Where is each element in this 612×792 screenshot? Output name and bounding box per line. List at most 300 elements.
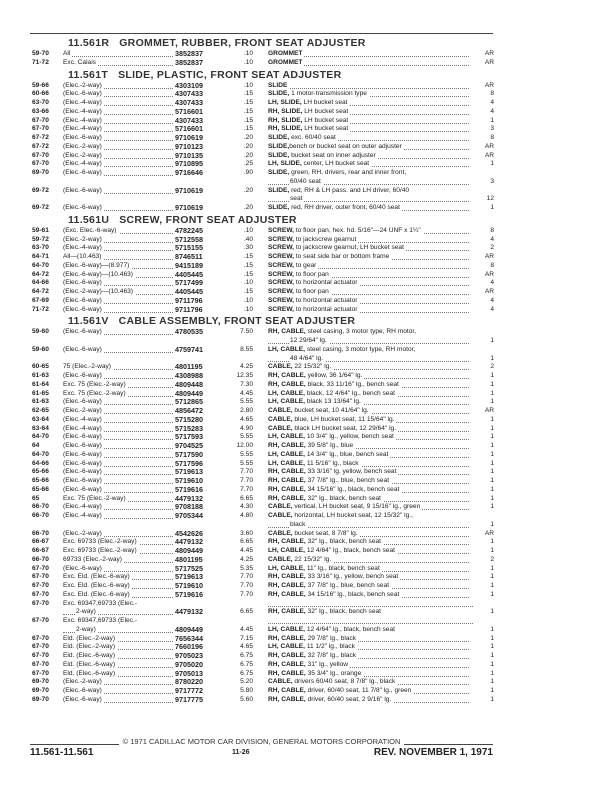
description-keyword: CABLE, — [268, 512, 293, 519]
model-years: 66-70 — [32, 512, 49, 519]
table-row — [0, 661, 612, 670]
quantity: 1 — [470, 547, 494, 556]
model-years: 59-60 — [32, 345, 49, 353]
model-applicability: (Elec.-6-way) — [63, 687, 102, 694]
description-text: 11" lg., black, bench seat — [305, 564, 380, 572]
description-text: drivers 60/40 seat, 8 7/8" lg., black — [292, 678, 396, 686]
description-keyword: LH, SLIDE, — [268, 160, 302, 168]
description-keyword: CABLE, — [268, 529, 293, 537]
description-keyword: SCREW, — [268, 244, 295, 252]
part-description — [268, 670, 363, 679]
quantity: 1 — [470, 416, 494, 425]
list-price: 7.70 — [240, 485, 253, 493]
table-row — [0, 99, 612, 108]
description-keyword: RH, CABLE, — [268, 538, 306, 546]
table-row — [0, 460, 612, 469]
description-keyword: RH, CABLE, — [268, 582, 306, 589]
part-number: 4303109 — [175, 80, 203, 90]
description-keyword: SLIDE — [268, 81, 288, 89]
part-number: 4479132 — [175, 493, 203, 503]
quantity: 1 — [470, 486, 494, 495]
part-number: 4809449 — [175, 546, 203, 555]
description-keyword: RH, CABLE, — [268, 494, 306, 502]
part-number: 4308988 — [175, 371, 203, 380]
footer-rule-left — [30, 744, 119, 745]
description-text: to floor pan — [294, 288, 329, 295]
quantity: 1 — [470, 390, 494, 399]
description-keyword: RH, CABLE, — [268, 573, 306, 581]
list-price: 6.65 — [240, 494, 253, 502]
list-price: .10 — [243, 50, 253, 57]
section-title: CABLE ASSEMBLY, FRONT SEAT ADJUSTER — [118, 315, 356, 328]
description-text: black, 33 11/16" lg., bench seat — [305, 380, 399, 388]
table-row — [0, 279, 612, 288]
description-text: to jackscrew gearnut — [294, 235, 357, 243]
description-text: blue, LH bucket seat, 11 15/64" lg. — [292, 415, 395, 423]
table-row — [0, 381, 612, 390]
part-number: 4405445 — [175, 287, 203, 296]
model-applicability: (Elec.-6-way) — [63, 398, 102, 406]
part-description — [268, 661, 350, 670]
quantity: 2 — [470, 363, 494, 372]
list-price: 2.80 — [240, 407, 253, 414]
model-applicability: (Elec.-6-way) — [63, 433, 102, 441]
quantity: 1 — [470, 687, 494, 696]
part-number: 3852837 — [175, 49, 203, 58]
quantity: 1 — [470, 355, 494, 364]
list-price: 5.35 — [240, 564, 253, 572]
model-applicability: Eld. (Elec.-6-way) — [63, 669, 116, 677]
quantity: 1 — [470, 643, 494, 652]
model-years: 64-70 — [32, 433, 49, 441]
quantity: AR — [470, 288, 494, 297]
quantity: 1 — [470, 433, 494, 442]
part-description — [268, 530, 360, 539]
part-description — [268, 346, 417, 355]
part-description — [268, 433, 396, 442]
list-price: 5.55 — [240, 459, 253, 467]
list-price: .10 — [243, 296, 253, 304]
description-text: 32 7/8" lg., black — [305, 652, 357, 659]
section-title: GROMMET, RUBBER, FRONT SEAT ADJUSTER — [119, 37, 366, 49]
description-keyword: SCREW, — [268, 253, 295, 260]
description-text: steel casing, 3 motor type, RH motor, — [305, 345, 416, 353]
section-heading — [0, 68, 612, 82]
description-cont: seat — [290, 195, 303, 203]
list-price: .15 — [243, 270, 253, 278]
description-text: red, RH driver, outer front, 60/40 seat — [289, 204, 400, 211]
description-text: black LH bucket seat, 12 29/64" lg. — [292, 424, 397, 432]
copyright-text: © 1971 CADILLAC MOTOR CAR DIVISION, GENERAL MOTORS CORPORATION — [122, 737, 401, 746]
quantity: 1 — [470, 521, 494, 530]
table-row — [0, 486, 612, 495]
description-text: to jackscrew gearnut, LH bucket seat — [294, 244, 404, 252]
table-row — [0, 204, 612, 213]
list-price: 5.55 — [240, 433, 253, 441]
model-applicability: (Elec.-6-way) — [63, 328, 102, 336]
section-code: 11.561R — [68, 37, 110, 49]
table-row — [0, 687, 612, 696]
model-applicability: Exc. 69733 (Elec.-2-way) — [63, 547, 137, 554]
table-row — [0, 244, 612, 253]
description-keyword: SCREW, — [268, 296, 295, 304]
list-price: 4.65 — [240, 415, 253, 423]
model-applicability: (Elec.-2-way) — [63, 81, 102, 89]
part-number: 8746511 — [175, 252, 203, 261]
quantity: 2 — [470, 556, 494, 565]
part-description — [268, 486, 401, 495]
description-text: 12 4/64" lg., black, bench seat — [305, 625, 395, 633]
dot-leader — [63, 56, 173, 57]
model-applicability: (Elec.-2-way) — [63, 407, 102, 414]
table-row — [0, 262, 612, 271]
table-row — [0, 468, 612, 477]
description-text: bench or bucket seat on outer adjuster — [289, 142, 402, 150]
model-applicability: Exc. 75 (Elec.-2-way) — [63, 494, 126, 502]
model-applicability: (Elec.-6-way) — [63, 345, 102, 353]
quantity: AR — [470, 407, 494, 416]
description-text: to floor pan, hex. hd. 5/16"—24 UNF x 1¼" — [294, 226, 421, 234]
part-description — [268, 696, 393, 705]
quantity: 1 — [470, 468, 494, 477]
part-number: 5716601 — [175, 124, 203, 134]
description-keyword: RH, CABLE, — [268, 695, 306, 703]
description-text: 29 7/8" lg., black — [305, 634, 357, 642]
description-keyword: LH, CABLE, — [268, 450, 305, 458]
page-number: 11-26 — [232, 749, 250, 756]
list-price: 12.00 — [236, 442, 253, 449]
part-description — [268, 390, 397, 399]
model-applicability: (Elec.-6-way) — [63, 459, 102, 467]
description-keyword: CABLE, — [268, 424, 293, 432]
part-description — [268, 643, 357, 652]
part-number: 5719616 — [175, 484, 203, 494]
description-text: 22 15/32" lg. — [292, 555, 332, 563]
model-years: 67-70 — [32, 160, 49, 168]
model-applicability: (Elec.-4-way) — [63, 125, 102, 133]
revision-date: REV. NOVEMBER 1, 1971 — [373, 747, 493, 758]
table-row — [0, 530, 612, 539]
model-years: 67-72 — [32, 134, 49, 141]
table-row — [0, 90, 612, 99]
model-applicability: (Elec.-6-way) — [63, 305, 102, 313]
part-number: 9716646 — [175, 168, 203, 177]
description-keyword: RH, CABLE, — [268, 477, 306, 484]
footer-rule-right — [404, 744, 493, 745]
model-years: 69-70 — [32, 695, 49, 703]
list-price: 5.55 — [240, 398, 253, 406]
part-description — [268, 678, 397, 687]
model-years: 59-66 — [32, 81, 49, 89]
model-applicability: Exc. 75 (Elec.-2-way) — [63, 389, 126, 397]
model-years: 66-70 — [32, 555, 49, 563]
list-price: 7.70 — [240, 477, 253, 484]
model-applicability: (Exc. Elec.-6-way) — [63, 226, 117, 234]
part-description — [268, 143, 404, 152]
list-price: .10 — [243, 279, 253, 287]
model-applicability: 75 (Elec.-2-way) — [63, 363, 112, 371]
model-applicability: (Elec.-6-way) — [63, 279, 102, 287]
list-price: 6.75 — [240, 660, 253, 668]
quantity: AR — [470, 59, 494, 68]
quantity: 4 — [470, 99, 494, 108]
description-keyword: RH, CABLE, — [268, 380, 306, 388]
description-text: driver, 60/40 seat, 2 9/16" lg. — [305, 695, 392, 703]
section-title: SCREW, FRONT SEAT ADJUSTER — [119, 213, 297, 226]
table-row — [0, 538, 612, 547]
model-applicability: Exc. 69347,69733 (Elec.- — [63, 599, 138, 607]
description-text: 14 3/4" lg., blue, bench seat — [305, 450, 389, 458]
part-description — [268, 635, 358, 644]
description-text: black, 12 4/64" lg., bench seat — [305, 389, 395, 397]
table-row — [0, 652, 612, 661]
model-applicability: 69733 (Elec.-2-way) — [63, 555, 123, 563]
model-applicability: (Elec.-2-way)—(10.463) — [63, 288, 133, 295]
part-description — [268, 236, 358, 245]
part-number: 4307433 — [175, 98, 203, 107]
description-text: LH bucket seat — [302, 125, 349, 133]
list-price: .20 — [243, 151, 253, 159]
quantity: 1 — [470, 503, 494, 512]
model-years: 64 — [32, 442, 40, 449]
part-number: 4405445 — [175, 269, 203, 279]
part-description — [268, 117, 350, 126]
model-applicability: (Elec.-6-way) — [63, 450, 102, 458]
list-price: 4.30 — [240, 503, 253, 511]
description-text: bucket seat on inner adjuster — [289, 151, 376, 159]
list-price: .30 — [243, 244, 253, 252]
description-text: 37 7/8" lg., blue, bench seat — [305, 477, 390, 484]
quantity: 1 — [470, 372, 494, 381]
description-text: 31" lg., yellow — [305, 660, 349, 668]
part-description — [268, 477, 391, 486]
model-years: 67-70 — [32, 573, 49, 581]
model-applicability: Eld. (Elec.-2-way) — [63, 643, 116, 651]
table-row — [0, 253, 612, 262]
list-price: 4.45 — [240, 625, 253, 633]
table-row — [0, 600, 612, 618]
part-description — [268, 99, 350, 108]
quantity: 1 — [470, 204, 494, 213]
part-number: 7656344 — [175, 633, 203, 643]
description-keyword: LH, CABLE, — [268, 547, 305, 554]
part-number: 9710123 — [175, 141, 203, 151]
part-description — [268, 108, 350, 117]
part-description — [268, 442, 355, 451]
part-description — [268, 187, 411, 196]
table-row — [0, 451, 612, 460]
list-price: .10 — [243, 305, 253, 313]
table-row — [0, 503, 612, 512]
description-keyword: SLIDE, — [268, 204, 290, 211]
quantity: 1 — [470, 591, 494, 600]
model-applicability: (Elec.-6-way) — [63, 695, 102, 703]
part-number: 4479132 — [175, 607, 203, 617]
description-text: steel casing, 3 motor type, RH motor, — [305, 328, 417, 336]
list-price: 12.35 — [236, 372, 253, 379]
model-years: 63-64 — [32, 424, 49, 432]
part-number: 5715155 — [175, 243, 203, 253]
description-keyword: RH, CABLE, — [268, 485, 306, 493]
table-row — [0, 288, 612, 297]
model-applicability: (Elec.-4-way) — [63, 512, 102, 519]
model-applicability: (Elec.-4-way) — [63, 160, 102, 168]
description-text: to floor pan — [294, 270, 329, 278]
description-keyword: CABLE, — [268, 678, 293, 686]
model-years: 64-66 — [32, 459, 49, 467]
part-number: 5715280 — [175, 414, 203, 424]
model-applicability: (Elec.-6-way) — [63, 468, 102, 476]
part-number: 7660196 — [175, 642, 203, 652]
model-applicability: (Elec.-2-way) — [63, 678, 102, 686]
description-keyword: SLIDE, — [268, 186, 290, 194]
list-price: .20 — [243, 134, 253, 141]
quantity: 1 — [470, 398, 494, 407]
model-years: 66-70 — [32, 503, 49, 511]
part-number: 4801195 — [175, 554, 203, 564]
description-keyword: SCREW, — [268, 305, 295, 313]
model-years: 67-70 — [32, 564, 49, 572]
list-price: 7.70 — [240, 573, 253, 581]
part-number: 9710135 — [175, 150, 203, 160]
model-years: 61-63 — [32, 398, 49, 406]
description-keyword: LH, CABLE, — [268, 625, 305, 633]
model-applicability: Exc. Eld. (Elec.-6-way) — [63, 573, 130, 581]
description-keyword: SLIDE, — [268, 90, 290, 98]
section-code: 11.561T — [68, 68, 109, 81]
list-price: .10 — [243, 81, 253, 89]
model-years: 64-70 — [32, 261, 49, 269]
quantity: 4 — [470, 236, 494, 245]
description-text: to gear — [294, 261, 317, 269]
table-row — [0, 696, 612, 705]
model-years: 65-66 — [32, 468, 49, 476]
model-years: 64-72 — [32, 288, 49, 295]
part-description — [268, 279, 359, 288]
description-text: 32" lg., black, bench seat — [305, 494, 382, 502]
table-row — [0, 573, 612, 582]
description-keyword: RH, CABLE, — [268, 652, 306, 659]
model-years: 59-60 — [32, 328, 49, 336]
model-years: 69-70 — [32, 169, 49, 176]
model-applicability: (Elec.-6-way) — [63, 477, 102, 484]
table-row — [0, 117, 612, 126]
model-applicability: (Elec.-4-way) — [63, 424, 102, 432]
model-years: 67-70 — [32, 116, 49, 124]
description-text: 34 15/16" lg., black, bench seat — [305, 590, 400, 598]
table-row — [0, 143, 612, 152]
model-applicability: (Elec.-6-way) — [63, 564, 102, 572]
list-price: .15 — [243, 125, 253, 133]
table-row — [0, 372, 612, 381]
part-description — [268, 125, 350, 134]
quantity: 1 — [470, 495, 494, 504]
description-keyword: RH, CABLE, — [268, 590, 306, 598]
dot-leader — [268, 88, 473, 89]
model-years: 59-61 — [32, 226, 49, 234]
model-applicability: (Elec.-6-way) — [63, 296, 102, 304]
description-keyword: LH, CABLE, — [268, 564, 305, 572]
quantity: 8 — [470, 262, 494, 271]
list-price: .15 — [243, 107, 253, 115]
list-price: 4.45 — [240, 389, 253, 397]
table-row — [0, 59, 612, 68]
table-row — [0, 306, 612, 315]
model-applicability: (Elec.-2-way) — [63, 529, 102, 537]
description-keyword: LH, CABLE, — [268, 345, 305, 353]
model-years: 66-67 — [32, 547, 49, 554]
quantity: 1 — [470, 451, 494, 460]
list-price: .15 — [243, 253, 253, 260]
part-number: 4307433 — [175, 89, 203, 99]
description-keyword: SCREW, — [268, 279, 295, 287]
quantity: AR — [470, 253, 494, 262]
part-description — [268, 407, 371, 416]
model-applicability: (Elec.-4-way) — [63, 415, 102, 423]
part-number: 5717593 — [175, 432, 203, 442]
part-description — [268, 297, 359, 306]
part-description — [268, 687, 413, 696]
model-applicability: (Elec.-4-way) — [63, 116, 102, 124]
part-number: 5712558 — [175, 234, 203, 244]
part-number: 9708188 — [175, 502, 203, 512]
part-number: 9711796 — [175, 304, 203, 314]
group-range: 11.561-11.561 — [30, 747, 94, 758]
description-keyword: CABLE, — [268, 363, 293, 371]
model-applicability: Exc. Eld. (Elec.-6-way) — [63, 590, 130, 598]
part-number: 9711796 — [175, 295, 203, 305]
quantity: 8 — [470, 227, 494, 236]
description-keyword: SCREW, — [268, 270, 295, 278]
description-text: 10 3/4" lg., yellow, bench seat — [305, 433, 394, 441]
quantity: 1 — [470, 565, 494, 574]
quantity: 8 — [470, 134, 494, 143]
part-description — [268, 652, 358, 661]
model-years: 66-70 — [32, 529, 49, 537]
description-keyword: SCREW, — [268, 261, 295, 269]
part-description — [268, 328, 418, 337]
part-number: 5719613 — [175, 467, 203, 477]
list-price: 6.65 — [240, 608, 253, 616]
description-keyword: RH, CABLE, — [268, 328, 306, 336]
list-price: 4.90 — [240, 424, 253, 432]
quantity: 1 — [470, 652, 494, 661]
part-description — [268, 460, 361, 469]
table-row — [0, 495, 612, 504]
dot-leader — [268, 606, 473, 607]
part-number: 4809449 — [175, 388, 203, 398]
description-keyword: SCREW, — [268, 235, 295, 243]
part-description — [268, 503, 422, 512]
part-number: 9717772 — [175, 686, 203, 695]
model-years: 65 — [32, 494, 40, 502]
model-applicability: Eld. (Elec.-6-way) — [63, 652, 116, 659]
description-text: horizontal, LH bucket seat, 12 15/32" lg., — [292, 512, 413, 519]
model-years: 64-66 — [32, 279, 49, 287]
table-row — [0, 407, 612, 416]
table-row — [0, 670, 612, 679]
table-row — [0, 582, 612, 591]
model-applicability-cont: 2-way) — [76, 608, 96, 616]
part-number: 4307433 — [175, 115, 203, 125]
model-applicability: (Elec.-6-way) — [63, 372, 102, 379]
quantity: 4 — [470, 306, 494, 315]
model-years: 65-66 — [32, 477, 49, 484]
model-years: 67-70 — [32, 669, 49, 677]
table-row — [0, 236, 612, 245]
table-row — [0, 512, 612, 530]
description-keyword: RH, SLIDE, — [268, 116, 303, 124]
